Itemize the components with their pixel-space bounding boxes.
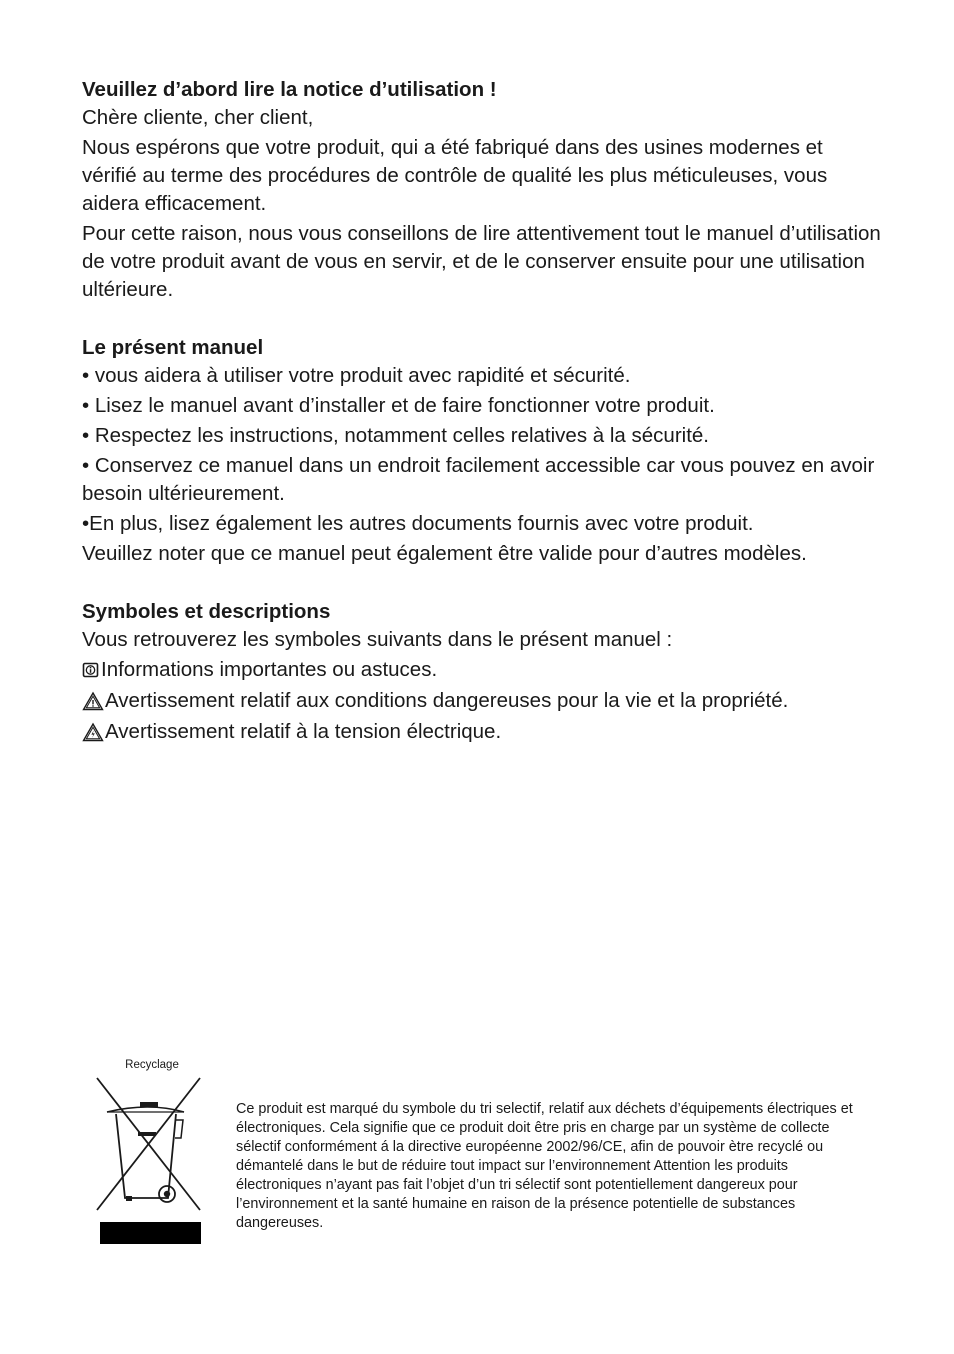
- recycling-label: Recyclage: [125, 1059, 179, 1071]
- symbol-row-warning: [82, 687, 882, 715]
- manual-content: [82, 76, 882, 776]
- symbols-section: [82, 598, 882, 746]
- symbol-text: Informations importantes ou astuces.: [101, 658, 438, 681]
- manual-note: Veuillez noter que ce manuel peut également être valide pour d’autres modèles.: [82, 542, 807, 565]
- intro-section: [82, 76, 882, 304]
- intro-paragraph-2: Pour cette raison, nous vous conseillons de lire attentivement tout le manuel d’utilisation de votre produit avant de vous en servir, et de le conserver ensuite pour une utilisation ultérieure.: [82, 222, 881, 301]
- list-item: •En plus, lisez également les autres documents fournis avec votre produit.: [82, 512, 754, 535]
- greeting: Chère cliente, cher client,: [82, 106, 314, 129]
- symbol-text: Avertissement relatif aux conditions dangereuses pour la vie et la propriété.: [105, 689, 789, 712]
- info-icon: [82, 661, 100, 679]
- list-item: • Lisez le manuel avant d’installer et de faire fonctionner votre produit.: [82, 394, 715, 417]
- symbols-intro: Vous retrouverez les symboles suivants dans le présent manuel :: [82, 628, 673, 651]
- manual-heading: Le présent manuel: [82, 336, 264, 359]
- list-item: • Respectez les instructions, notamment celles relatives à la sécurité.: [82, 424, 710, 447]
- manual-section: [82, 334, 882, 568]
- list-item: • vous aidera à utiliser votre produit avec rapidité et sécurité.: [82, 364, 631, 387]
- recycling-paragraph: Ce produit est marqué du symbole du tri selectif, relatif aux déchets d’équipements électriques et électroniques. Cela signifie que ce produit doit être pris en charge par un système de collecte sélectif conformément á la directive européenne 2002/96/CE, afin de pouvoir ètre recyclé ou démantelé dans le but de réduire tout impact sur l’environnement Attention les produits électroniques n’ayant pas fait l’objet d’un tri sélectif sont potentiellement dangereux pour l’environnement et la santé humaine en raison de la présence potentielle de substances dangereuses.: [236, 1101, 853, 1231]
- electric-warning-icon: [82, 722, 104, 742]
- symbol-row-info: [82, 656, 882, 684]
- list-item: • Conservez ce manuel dans un endroit facilement accessible car vous pouvez en avoir besoin ultérieurement.: [82, 454, 875, 505]
- intro-paragraph-1: Nous espérons que votre produit, qui a été fabriqué dans des usines modernes et vérifié au terme des procédures de contrôle de qualité les plus méticuleuses, vous aidera efficacement.: [82, 136, 828, 215]
- crossed-bin-icon: [92, 1076, 208, 1248]
- intro-heading: Veuillez d’abord lire la notice d’utilisation !: [82, 78, 497, 101]
- warning-triangle-icon: [82, 691, 104, 711]
- symbol-row-electric: [82, 718, 882, 746]
- symbol-text: Avertissement relatif à la tension électrique.: [105, 720, 502, 743]
- symbols-heading: Symboles et descriptions: [82, 600, 331, 623]
- recycling-text: [236, 1100, 856, 1233]
